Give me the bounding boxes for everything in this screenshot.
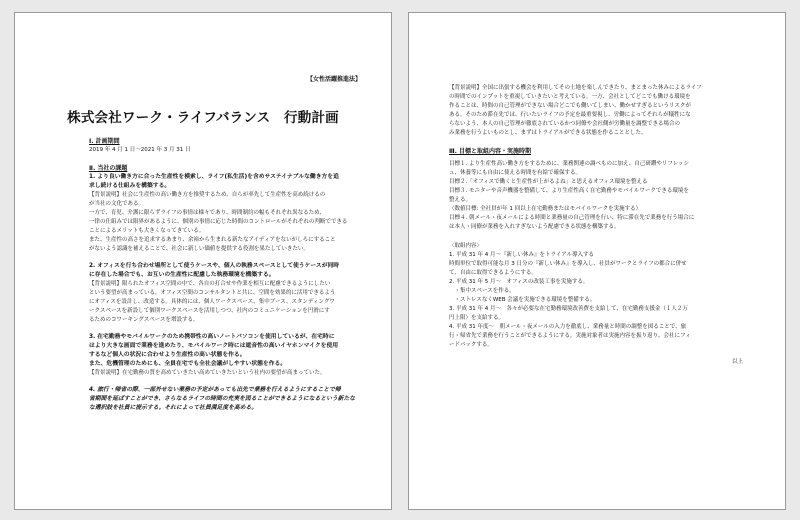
initiatives-list: 1. 平成 31 年 4 月〜『新しい休み』をトライアル導入する 時間単位で取得可能な月 3 日分の『新しい休み』を導入し、社員がワークとライフの都合に併せ て、自由に取得できるようにする。 2. 平成 31 年 5 月〜 オフィスの改装工事を実施する。 ・集中スペースを作る。 ・ストレスなくWEB 会議を実施できる環境を整備する。 3. 平成 31 年 4 月〜 各々が必要な在宅勤務環境改善費を支給して、在宅勤務支援金（１人２万 円上限）を支給する。 4. 平成 31 年度〜 朝メール・夜メールの入力を徹底し、業務量と時間の調整を図ることで、旅 行・帰省先で業務を行うことができるようにする。実施対象者は実施内容を振り返り、会社にフィ ードバックする。 <box>449 252 691 348</box>
issue-1-statement: 1. より良い働き方に合った生産性を模索し、ライフ(私生活)を含めサステイナブルな働き方を追 求し続ける仕組みを構築する。 <box>89 174 339 189</box>
issue-2-statement: 2. オフィスを行ち合わせ場所として使うケースや、個人の執務スペースとして使うケースが同時 に存在した場合でも、お互いの生産性に配慮した執務環境を構築する。 <box>89 263 340 278</box>
issue-2-background: 【背景説明】限られたオフィス空間の中で、各自の打合せや作業を相互に配慮できるようにしたい という要望が高まっている。オフィス空間のコンサルタントと共に、空間を効果的に活用できるよう にオフィスを設計し、改造する。具体的には、個人ワークスペース、集中ブース、スタンディングワ ークスペースを新設して個別ワークスペースを活用しつつ、社内のコミュニケーションを円滑にす るためのコワーキングスペースを増設する。 <box>89 281 336 323</box>
section-heading-period: Ⅰ. 計画期間 <box>89 138 120 145</box>
goals-list: 目標１. より生産性高い働き方をするために、業務関連の調べものに加え、自己研鑽やリフレッシ ュ、休養等にも自由に使える時間を有給で確保する。 目標２.「オフィスで働くと生産性が上がるよね」と思えるオフィス環境を整える 目標３. モニターや音声機器を整備して、より生産性高く在宅勤務やモバイルワークできる環境を 整える。 （数値目標: 全社員が年 1 回以上在宅勤務またはモバイルワークを実施する） 目標４. 朝メール・夜メールによる時間と業務量の自己管理を行い、特に滞在先で業務を行う場合に は本人・同僚が業務を入れすぎないよう配慮できる状態を構築する。 <box>449 161 695 230</box>
issue-4-statement: 4. 旅行・帰省の際、一部外せない業務の予定があっても出先で業務を行えるようにすることで帰 省期間を延ばすことができ、さらなるライフの時間の充実を図ることができるようになるという新たな な選択肢を社員に提示する。それによって社員満足度を高める。 <box>89 387 356 411</box>
law-tag: 【女性活躍推進法】 <box>306 76 361 83</box>
document-page-right <box>408 12 786 510</box>
right-page-body <box>449 84 749 367</box>
issue-3-statement: 3. 在宅勤務やモバイルワークのため携帯性の高いノートパソコンを使用しているが、在宅時に はより大きな画面で業務を進めたり、モバイルワーク時には遮音性の高いイヤホンマイクを使用 するなど個人の状況に合わせより生産性の高い状態を作る。 <box>89 334 339 358</box>
section-heading-issues: Ⅱ. 当社の課題 <box>89 165 128 172</box>
page-title: 株式会社ワーク・ライフバランス 行動計画 <box>67 110 339 126</box>
issue-3-background: 【背景説明】在宅勤務の質を高めていきたい高めていきたいという社内の要望が高まっていた。 <box>89 370 326 376</box>
period-text: 2019 年 4 月 1 日〜2021 年 3 月 31 日 <box>89 147 191 153</box>
section-heading-goals: Ⅲ. 目標と取組内容・実施時期 <box>449 148 532 155</box>
issue-4-background: 【背景説明】全国に出張する機会を利用してその土地を楽しんできたり、まとまった休みによるライフ の時間でのインプットを重視していきたいと考えている。一方、会社としてどこでも働ける環境を 作ることは、時間の自己管理ができない場合どこでも働いてしまい、働かせすぎるというリスクが ある。そのため滞在先では、行いたいライフの予定を最重要視し、労働によってそれらが犠牲にな らないよう、本人の自己管理が徹底されているかつ同僚や会社側が労働量を調整できる場合の み業務を行うよいものとし、まずはトライアルができる状態を作ることとした。 <box>449 85 702 136</box>
document-page-left <box>14 12 392 510</box>
closing-text: 以上 <box>731 359 743 365</box>
initiatives-heading: 〈取組内容〉 <box>449 243 483 249</box>
issue-1-background: 【背景説明】社会に生産性の高い働き方を推奨するため、自らが率先して生産性を高め続けるの が当社の文化である。 <box>89 192 326 207</box>
issue-1-paragraph-2: 一方で、育児、介護に限らずライフの事情は様々であり、時間制約の幅もそれぞれ異なるため、 一律の仕組みでは限界があるように、個別の事情に応じた時間のコントロールがそれぞれの判断でできる ことによるメリットも大きくなってきている。 <box>89 210 348 234</box>
issue-1-paragraph-3: また、生産性の高さを追求するあまり、余裕から生まれる新たなアイディアをないがしろにすること がないよう認識を補えることで、社会に新しい価値を提供する役割を果たしていきたい。 <box>89 237 336 252</box>
left-page-body <box>89 138 359 413</box>
issue-3-statement-2: また、危機管理のためにも、全員在宅でも全社会議がしやすい状態を作る。 <box>89 361 287 367</box>
